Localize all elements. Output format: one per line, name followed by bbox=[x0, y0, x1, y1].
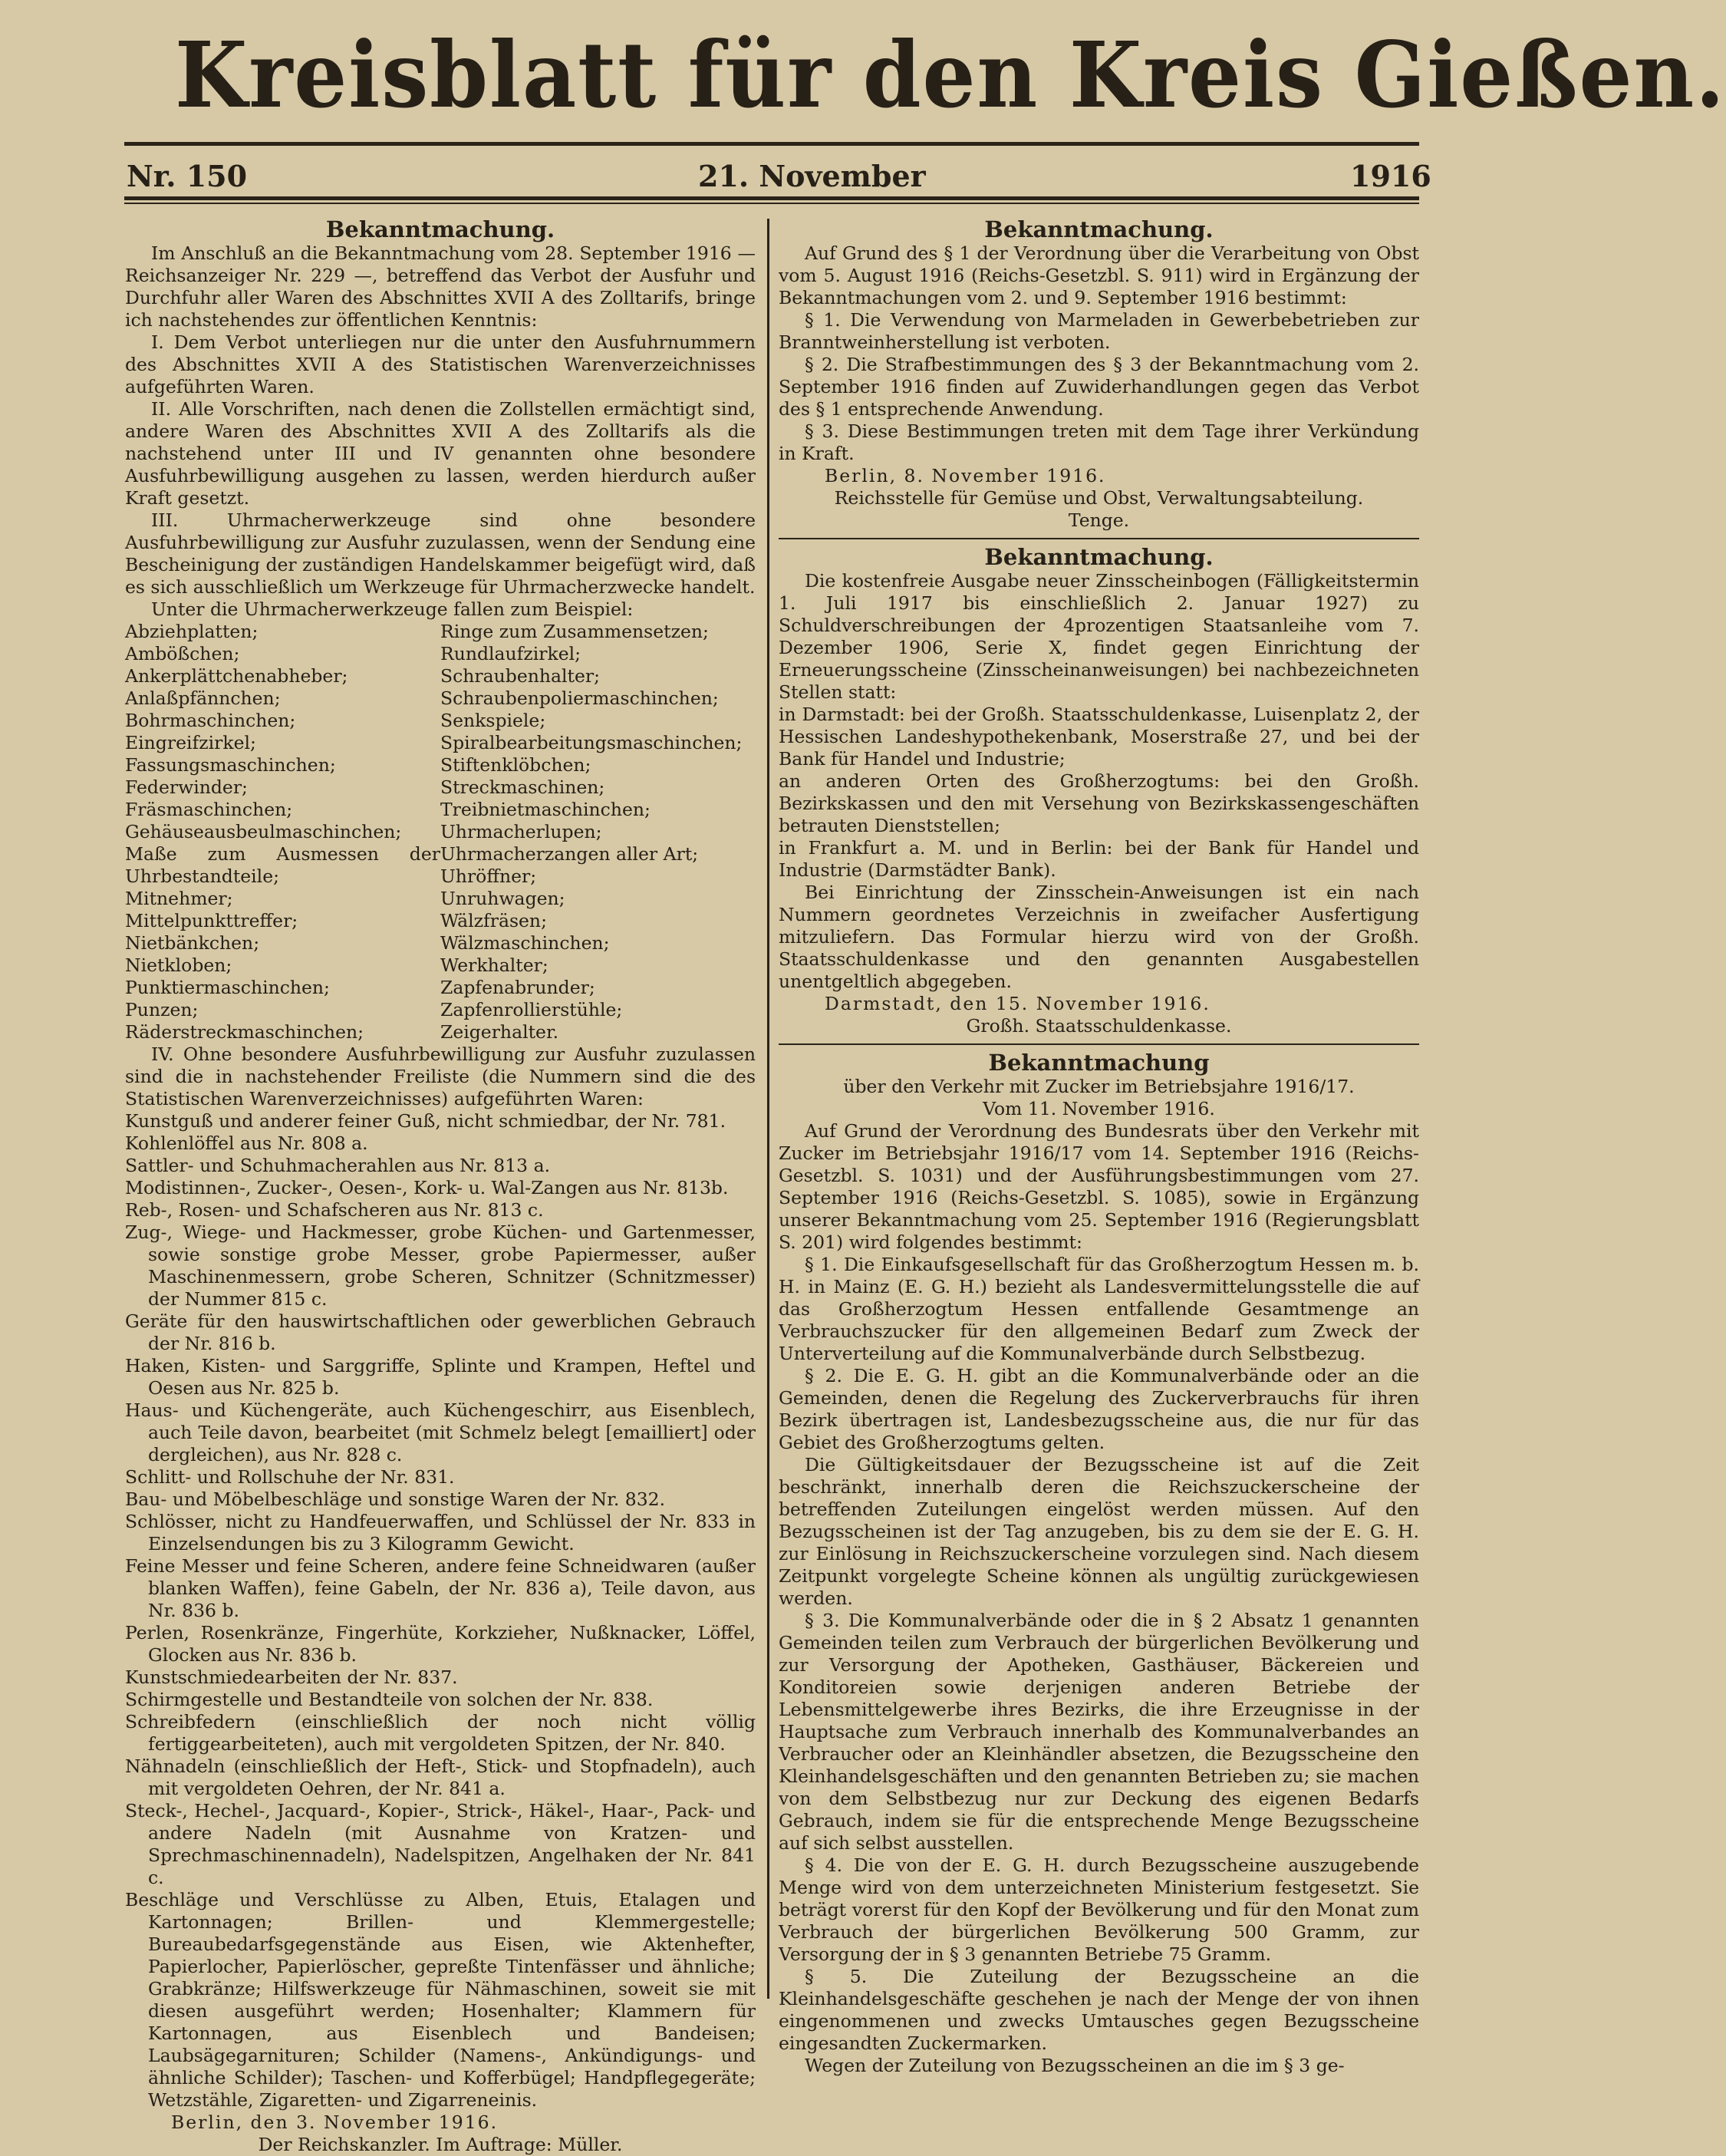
tool-list bbox=[125, 621, 756, 1043]
notice-2-place-date: Darmstadt, den 15. November 1916. bbox=[825, 993, 1211, 1014]
free-list-item: Perlen, Rosenkränze, Fingerhüte, Korkzieher, Nußknacker, Löffel, Glocken aus Nr. 836 b. bbox=[125, 1622, 756, 1666]
free-list-item: Bau- und Möbelbeschläge und sonstige Waren der Nr. 832. bbox=[125, 1488, 666, 1510]
tool-list-left bbox=[125, 621, 440, 1043]
left-section-4: IV. Ohne besondere Ausfuhrbewilligung zur Ausfuhr zuzulassen sind die in nachstehender Freiliste (die Nummern sind die des Statistischen Warenverzeichnisses) aufgeführten Waren: bbox=[125, 1043, 756, 1109]
notice-3-subtitle: über den Verkehr mit Zucker im Betriebsjahre 1916/17. bbox=[843, 1076, 1355, 1097]
tool-item: Zapfenrollierstühle; bbox=[440, 999, 623, 1020]
tool-item: Uhrmacherlupen; bbox=[440, 821, 602, 842]
left-place-date: Berlin, den 3. November 1916. bbox=[171, 2111, 499, 2133]
notice-1-place-date: Berlin, 8. November 1916. bbox=[825, 465, 1106, 486]
left-section-3-examples: Unter die Uhrmacherwerkzeuge fallen zum Beispiel: bbox=[151, 598, 634, 620]
tool-item: Fassungsmaschinchen; bbox=[125, 754, 336, 776]
notice-divider bbox=[779, 1043, 1419, 1045]
tool-item: Uhrmacherzangen aller Art; bbox=[440, 843, 699, 865]
tool-item: Stiftenklöbchen; bbox=[440, 754, 591, 776]
notice-3-section-2b: Die Gültigkeitsdauer der Bezugsscheine ist auf die Zeit beschränkt, innerhalb deren die Reichszuckerscheine der betreffenden Zuteilungen eingelöst werden müssen. Auf den Bezugsscheinen ist der Tag anzugeben, bis zu dem sie der E. G. H. zur Einlösung in Reichszuckerscheine vorzulegen sind. Nach diesem Zeitpunkt vorgelegte Scheine können als ungültig zurückgewiesen werden. bbox=[779, 1454, 1419, 1609]
notice-3-section-4: § 4. Die von der E. G. H. durch Bezugsscheine auszugebende Menge wird von dem unterzeichneten Ministerium festgesetzt. Sie beträgt vorerst für den Kopf der Bevölkerung und für den Monat zum Verbrauch der bürgerlichen Bevölkerung 500 Gramm, zur Versorgung der in § 3 genannten Betriebe 75 Gramm. bbox=[779, 1854, 1419, 1965]
notice-3-section-5: § 5. Die Zuteilung der Bezugsscheine an die Kleinhandelsgeschäfte geschehen je nach der Menge der von ihnen eingenommenen und zwecks Umtausches gegen Bezugsscheine eingesandten Zuckermarken. bbox=[779, 1966, 1419, 2054]
free-list-item: Schreibfedern (einschließlich der noch nicht völlig fertiggearbeiteten), auch mit vergoldeten Spitzen, der Nr. 840. bbox=[125, 1711, 756, 1755]
free-list-item: Zug-, Wiege- und Hackmesser, grobe Küchen- und Gartenmesser, sowie sonstige grobe Messer, grobe Papiermesser, außer Maschinenmessern, grobe Scheren, Schnitzer (Schnitzmesser) der Nummer 815 c. bbox=[125, 1221, 756, 1310]
left-heading: Bekanntmachung. bbox=[325, 216, 555, 242]
notice-3-section-3: § 3. Die Kommunalverbände oder die in § 2 Absatz 1 genannten Gemeinden teilen zum Verbrauch der bürgerlichen Bevölkerung und zur Versorgung der Apotheken, Gasthäuser, Bäckereien und Konditoreien sowie derjenigen anderen Betriebe der Lebensmittelgewerbe ihres Bezirks, die ihre Erzeugnisse in der Hauptsache zum Verbrauch innerhalb des Kommunalverbandes an Verbraucher oder an Kleinhändler absetzen, die Bezugsscheine den Kleinhandelsgeschäften und den genannten Betrieben zu; sie machen von dem Selbstbezug nur zur Deckung des eigenen Bedarfs Gebrauch, indem sie für die entsprechende Menge Bezugsscheine auf sich selbst ausstellen. bbox=[779, 1610, 1419, 1854]
left-signature: Der Reichskanzler. Im Auftrage: Müller. bbox=[258, 2134, 623, 2155]
notice-2-heading: Bekanntmachung. bbox=[984, 544, 1214, 570]
tool-item: Schraubenpoliermaschinchen; bbox=[440, 687, 719, 709]
free-list-item: Beschläge und Verschlüsse zu Alben, Etuis, Etalagen und Kartonnagen; Brillen- und Klemmergestelle; Bureaubedarfsgegenstände aus Eisen, wie Aktenhefter, Papierlocher, Papierlöscher, gepreßte Tintenfässer und ähnliche; Grabkränze; Hilfswerkzeuge für Nähmaschinen, soweit sie mit diesen ausgeführt werden; Hosenhalter; Klammern für Kartonnagen, aus Eisenblech und Bandeisen; Laubsägegarnituren; Schilder (Namens-, Ankündigungs- und ähnliche Schilder); Taschen- und Kofferbügel; Handpflegegeräte; Wetzstähle, Zigaretten- und Zigarreneinis. bbox=[125, 1889, 756, 2111]
tool-item: Rundlaufzirkel; bbox=[440, 643, 581, 664]
notice-3-intro: Auf Grund der Verordnung des Bundesrats über den Verkehr mit Zucker im Betriebsjahr 1916/17 vom 14. September 1916 (Reichs-Gesetzbl. S. 1031) und der Ausführungsbestimmungen vom 27. September 1916 (Reichs-Gesetzbl. S. 1085), sowie in Ergänzung unserer Bekanntmachung vom 25. September 1916 (Regierungsblatt S. 201) wird folgendes bestimmt: bbox=[779, 1120, 1419, 1253]
tool-item: Punktiermaschinchen; bbox=[125, 977, 330, 998]
masthead-rule-bottom-thin bbox=[124, 203, 1419, 204]
column-divider bbox=[767, 219, 769, 1999]
notice-1-intro: Auf Grund des § 1 der Verordnung über die Verarbeitung von Obst vom 5. August 1916 (Reichs-Gesetzbl. S. 911) wird in Ergänzung der Bekanntmachungen vom 2. und 9. September 1916 bestimmt: bbox=[779, 242, 1419, 308]
tool-item: Nietkloben; bbox=[125, 954, 232, 976]
tool-item: Fräsmaschinchen; bbox=[125, 799, 293, 820]
tool-item: Wälzfräsen; bbox=[440, 910, 547, 931]
tool-item: Unruhwagen; bbox=[440, 888, 565, 909]
tool-item: Zapfenabrunder; bbox=[440, 977, 595, 998]
masthead-title: Kreisblatt für den Kreis Gießen. bbox=[175, 21, 1726, 128]
notice-3-section-2: § 2. Die E. G. H. gibt an die Kommunalverbände oder an die Gemeinden, denen die Regelung des Zuckerverbrauchs für ihren Bezirk übertragen ist, Landesbezugsscheine aus, die nur für das Gebiet des Großherzogtums gelten. bbox=[779, 1365, 1419, 1453]
notice-2-paragraph: an anderen Orten des Großherzogtums: bei den Großh. Bezirkskassen und den mit Versehung von Bezirkskassengeschäften betrauten Dienststellen; bbox=[779, 770, 1419, 836]
notice-1-name: Tenge. bbox=[1068, 509, 1130, 531]
tool-item: Mitnehmer; bbox=[125, 888, 233, 909]
notice-divider bbox=[779, 538, 1419, 539]
tool-item: Räderstreckmaschinchen; bbox=[125, 1021, 364, 1043]
issue-date: 21. November bbox=[698, 159, 926, 193]
free-list-item: Schlösser, nicht zu Handfeuerwaffen, und Schlüssel der Nr. 833 in Einzelsendungen bis zu 3 Kilogramm Gewicht. bbox=[125, 1511, 756, 1554]
issue-number: Nr. 150 bbox=[127, 159, 248, 193]
masthead-rule-top bbox=[124, 142, 1419, 146]
notice-3-date: Vom 11. November 1916. bbox=[983, 1098, 1215, 1119]
tool-item: Treibnietmaschinchen; bbox=[440, 799, 651, 820]
notice-2-paragraph: Die kostenfreie Ausgabe neuer Zinsscheinbogen (Fälligkeitstermin 1. Juli 1917 bis einschließlich 2. Januar 1927) zu Schuldverschreibungen der 4prozentigen Staatsanleihe vom 7. Dezember 1906, Serie X, findet gegen Einrichtung der Erneuerungsscheine (Zinsscheinanweisungen) bei nachbezeichneten Stellen statt: bbox=[779, 570, 1419, 703]
free-list-item: Geräte für den hauswirtschaftlichen oder gewerblichen Gebrauch der Nr. 816 b. bbox=[125, 1310, 756, 1354]
tool-item: Eingreifzirkel; bbox=[125, 732, 256, 753]
free-list-item: Kunstschmiedearbeiten der Nr. 837. bbox=[125, 1666, 458, 1688]
tool-item: Anlaßpfännchen; bbox=[125, 687, 281, 709]
notice-1-section-2: § 2. Die Strafbestimmungen des § 3 der Bekanntmachung vom 2. September 1916 finden auf Zuwiderhandlungen gegen das Verbot des § 1 entsprechende Anwendung. bbox=[779, 354, 1419, 420]
tool-list-right bbox=[440, 621, 756, 1043]
tool-item: Ringe zum Zusammensetzen; bbox=[440, 621, 709, 642]
free-list-item: Haus- und Küchengeräte, auch Küchengeschirr, aus Eisenblech, auch Teile davon, bearbeitet (mit Schmelz belegt [emailliert] oder dergleichen), aus Nr. 828 c. bbox=[125, 1399, 756, 1465]
tool-item: Maße zum Ausmessen der Uhrbestandteile; bbox=[125, 843, 440, 887]
tool-item: Punzen; bbox=[125, 999, 199, 1020]
notice-2-paragraph: in Darmstadt: bei der Großh. Staatsschuldenkasse, Luisenplatz 2, der Hessischen Landeshypothekenbank, Moserstraße 27, und bei der Bank für Handel und Industrie; bbox=[779, 704, 1419, 770]
notice-1-section-1: § 1. Die Verwendung von Marmeladen in Gewerbebetrieben zur Branntweinherstellung ist verboten. bbox=[779, 309, 1419, 353]
free-list-item: Feine Messer und feine Scheren, andere feine Schneidwaren (außer blanken Waffen), feine Gabeln, der Nr. 836 a), Teile davon, aus Nr. 836 b. bbox=[125, 1555, 756, 1621]
tool-item: Ankerplättchenabheber; bbox=[125, 665, 348, 687]
tool-item: Schraubenhalter; bbox=[440, 665, 601, 687]
notice-2-signature: Großh. Staatsschuldenkasse. bbox=[966, 1015, 1232, 1037]
notice-2-paragraph: in Frankfurt a. M. und in Berlin: bei der Bank für Handel und Industrie (Darmstädter Bank). bbox=[779, 837, 1419, 881]
tool-item: Uhröffner; bbox=[440, 865, 537, 887]
notice-3-section-1: § 1. Die Einkaufsgesellschaft für das Großherzogtum Hessen m. b. H. in Mainz (E. G. H.) bezieht als Landesvermittelungsstelle die auf das Großherzogtum Hessen entfallende Gesamtmenge an Verbrauchszucker für den allgemeinen Bedarf zum Zweck der Unterverteilung auf die Kommunalverbände durch Selbstbezug. bbox=[779, 1254, 1419, 1364]
free-list-item: Modistinnen-, Zucker-, Oesen-, Kork- u. Wal-Zangen aus Nr. 813b. bbox=[125, 1177, 729, 1198]
issue-year: 1916 bbox=[1350, 159, 1431, 193]
free-list-item: Schlitt- und Rollschuhe der Nr. 831. bbox=[125, 1466, 455, 1488]
free-list-item: Nähnadeln (einschließlich der Heft-, Stick- und Stopfnadeln), auch mit vergoldeten Oehren, der Nr. 841 a. bbox=[125, 1755, 756, 1799]
tool-item: Abziehplatten; bbox=[125, 621, 259, 642]
left-intro: Im Anschluß an die Bekanntmachung vom 28. September 1916 — Reichsanzeiger Nr. 229 —, betreffend das Verbot der Ausfuhr und Durchfuhr aller Waren des Abschnittes XVII A des Zolltarifs, bringe ich nachstehendes zur öffentlichen Kenntnis: bbox=[125, 242, 756, 331]
tool-item: Senkspiele; bbox=[440, 710, 546, 731]
left-column bbox=[125, 216, 756, 2156]
free-list-item: Kunstguß und anderer feiner Guß, nicht schmiedbar, der Nr. 781. bbox=[125, 1110, 726, 1132]
left-section-2: II. Alle Vorschriften, nach denen die Zollstellen ermächtigt sind, andere Waren des Abschnittes XVII A des Zolltarifs als die nachstehend unter III und IV genannten ohne besondere Ausfuhrbewilligung ausgehen zu lassen, werden hierdurch außer Kraft gesetzt. bbox=[125, 398, 756, 509]
tool-item: Federwinder; bbox=[125, 776, 248, 798]
tool-item: Mittelpunkttreffer; bbox=[125, 910, 298, 931]
tool-item: Zeigerhalter. bbox=[440, 1021, 559, 1043]
left-section-1: I. Dem Verbot unterliegen nur die unter den Ausfuhrnummern des Abschnittes XVII A des Statistischen Warenverzeichnisses aufgeführten Waren. bbox=[125, 331, 756, 397]
right-column bbox=[779, 216, 1419, 2077]
notice-2-paragraph: Bei Einrichtung der Zinsschein-Anweisungen ist ein nach Nummern geordnetes Verzeichnis in zweifacher Ausfertigung mitzuliefern. Das Formular hierzu wird von der Großh. Staatsschuldenkasse und den genannten Ausgabestellen unentgeltlich abgegeben. bbox=[779, 882, 1419, 992]
free-list-item: Reb-, Rosen- und Schafscheren aus Nr. 813 c. bbox=[125, 1199, 544, 1221]
free-list-item: Steck-, Hechel-, Jacquard-, Kopier-, Strick-, Häkel-, Haar-, Pack- und andere Nadeln (mit Ausnahme von Kratzen- und Sprechmaschinennadeln), Nadelspitzen, Angelhaken der Nr. 841 c. bbox=[125, 1800, 756, 1888]
notice-1-signature: Reichsstelle für Gemüse und Obst, Verwaltungsabteilung. bbox=[834, 487, 1364, 509]
notice-1-section-3: § 3. Diese Bestimmungen treten mit dem Tage ihrer Verkündung in Kraft. bbox=[779, 420, 1419, 464]
notice-3-heading: Bekanntmachung bbox=[988, 1050, 1210, 1076]
tool-item: Spiralbearbeitungsmaschinchen; bbox=[440, 732, 743, 753]
tool-item: Bohrmaschinchen; bbox=[125, 710, 296, 731]
masthead-rule-bottom bbox=[124, 196, 1419, 200]
free-list-item: Sattler- und Schuhmacherahlen aus Nr. 813 a. bbox=[125, 1155, 551, 1176]
tool-item: Nietbänkchen; bbox=[125, 932, 260, 954]
notice-3-section-5b: Wegen der Zuteilung von Bezugsscheinen an die im § 3 ge- bbox=[805, 2055, 1345, 2076]
free-list-item: Haken, Kisten- und Sarggriffe, Splinte und Krampen, Heftel und Oesen aus Nr. 825 b. bbox=[125, 1355, 756, 1399]
tool-item: Streckmaschinen; bbox=[440, 776, 605, 798]
free-list-item: Schirmgestelle und Bestandteile von solchen der Nr. 838. bbox=[125, 1689, 654, 1710]
left-section-3: III. Uhrmacherwerkzeuge sind ohne besondere Ausfuhrbewilligung zur Ausfuhr zuzulassen, wenn der Sendung eine Bescheinigung der zuständigen Handelskammer beigefügt wird, daß es sich ausschließlich um Werkzeuge für Uhrmacherzwecke handelt. bbox=[125, 509, 756, 598]
tool-item: Werkhalter; bbox=[440, 954, 548, 976]
free-list-item: Kohlenlöffel aus Nr. 808 a. bbox=[125, 1132, 368, 1154]
tool-item: Gehäuseausbeulmaschinchen; bbox=[125, 821, 402, 842]
tool-item: Wälzmaschinchen; bbox=[440, 932, 610, 954]
tool-item: Ambößchen; bbox=[125, 643, 240, 664]
notice-1-heading: Bekanntmachung. bbox=[984, 216, 1214, 242]
